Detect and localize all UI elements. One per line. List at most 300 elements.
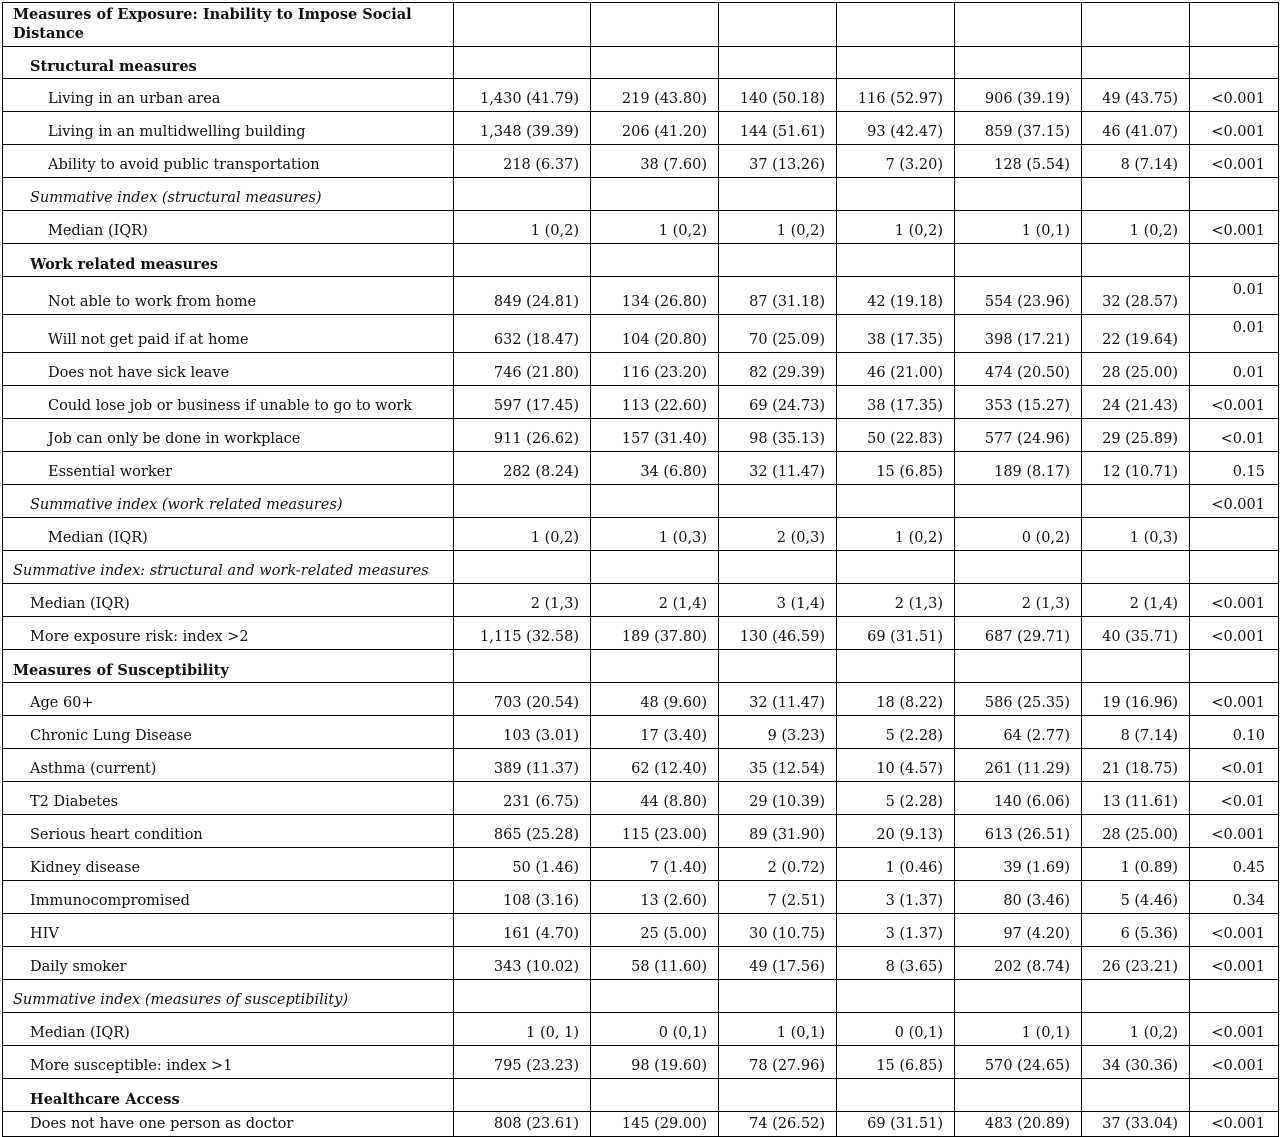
value-cell: 218 (6.37)	[454, 145, 591, 178]
value-cell: 40 (35.71)	[1082, 617, 1190, 650]
empty-cell	[719, 650, 837, 683]
empty-cell	[454, 244, 591, 277]
section-heading: Measures of Susceptibility	[3, 650, 454, 683]
value-cell: 34 (30.36)	[1082, 1046, 1190, 1079]
value-cell: 98 (19.60)	[591, 1046, 719, 1079]
exposure-table	[2, 2, 1279, 1137]
table-row	[3, 353, 1279, 386]
table-row	[3, 683, 1279, 716]
value-cell: 1,430 (41.79)	[454, 79, 591, 112]
section-row	[3, 1079, 1279, 1112]
value-cell: 1 (0,2)	[1082, 1013, 1190, 1046]
value-cell	[719, 980, 837, 1013]
value-cell: 82 (29.39)	[719, 353, 837, 386]
value-cell: 28 (25.00)	[1082, 815, 1190, 848]
empty-cell	[454, 650, 591, 683]
value-cell: 570 (24.65)	[955, 1046, 1082, 1079]
p-value-cell	[1190, 980, 1279, 1013]
value-cell: 2 (1,3)	[454, 584, 591, 617]
value-cell: 703 (20.54)	[454, 683, 591, 716]
row-label: Will not get paid if at home	[3, 315, 454, 353]
value-cell: 104 (20.80)	[591, 315, 719, 353]
value-cell: 8 (7.14)	[1082, 145, 1190, 178]
p-value-cell	[1190, 518, 1279, 551]
value-cell: 1 (0.89)	[1082, 848, 1190, 881]
value-cell: 50 (22.83)	[837, 419, 955, 452]
value-cell: 3 (1,4)	[719, 584, 837, 617]
value-cell	[454, 178, 591, 211]
value-cell: 30 (10.75)	[719, 914, 837, 947]
empty-cell	[837, 1079, 955, 1112]
value-cell: 34 (6.80)	[591, 452, 719, 485]
p-value-cell: <0.001	[1190, 485, 1279, 518]
value-cell: 613 (26.51)	[955, 815, 1082, 848]
empty-cell	[1190, 244, 1279, 277]
value-cell: 1,348 (39.39)	[454, 112, 591, 145]
p-value-cell	[1190, 551, 1279, 584]
row-label: Job can only be done in workplace	[3, 419, 454, 452]
table-row	[3, 947, 1279, 980]
value-cell: 632 (18.47)	[454, 315, 591, 353]
p-value-cell: <0.001	[1190, 815, 1279, 848]
value-cell: 474 (20.50)	[955, 353, 1082, 386]
p-value-cell: <0.001	[1190, 1112, 1279, 1137]
row-label: Summative index: structural and work-related measures	[3, 551, 454, 584]
p-value-cell: <0.001	[1190, 112, 1279, 145]
p-value-cell: <0.001	[1190, 914, 1279, 947]
value-cell: 353 (15.27)	[955, 386, 1082, 419]
value-cell: 202 (8.74)	[955, 947, 1082, 980]
value-cell: 865 (25.28)	[454, 815, 591, 848]
empty-cell	[955, 1079, 1082, 1112]
value-cell: 157 (31.40)	[591, 419, 719, 452]
p-value-cell: <0.001	[1190, 617, 1279, 650]
value-cell	[591, 178, 719, 211]
value-cell: 1 (0,2)	[454, 211, 591, 244]
table-row	[3, 1013, 1279, 1046]
value-cell: 48 (9.60)	[591, 683, 719, 716]
value-cell: 10 (4.57)	[837, 749, 955, 782]
empty-cell	[837, 244, 955, 277]
value-cell: 38 (7.60)	[591, 145, 719, 178]
value-cell: 32 (11.47)	[719, 683, 837, 716]
value-cell: 231 (6.75)	[454, 782, 591, 815]
empty-cell	[591, 650, 719, 683]
table-row	[3, 716, 1279, 749]
value-cell: 2 (1,4)	[591, 584, 719, 617]
value-cell: 69 (24.73)	[719, 386, 837, 419]
value-cell: 89 (31.90)	[719, 815, 837, 848]
p-value-cell: <0.001	[1190, 1046, 1279, 1079]
p-value-cell: 0.01	[1190, 277, 1279, 315]
value-cell: 1 (0,2)	[719, 211, 837, 244]
value-cell: 38 (17.35)	[837, 315, 955, 353]
value-cell	[454, 485, 591, 518]
table-row	[3, 315, 1279, 353]
value-cell: 113 (22.60)	[591, 386, 719, 419]
value-cell: 49 (43.75)	[1082, 79, 1190, 112]
value-cell: 906 (39.19)	[955, 79, 1082, 112]
value-cell: 97 (4.20)	[955, 914, 1082, 947]
empty-cell	[1190, 1079, 1279, 1112]
row-label: Median (IQR)	[3, 211, 454, 244]
p-value-cell: <0.001	[1190, 1013, 1279, 1046]
value-cell: 13 (2.60)	[591, 881, 719, 914]
table-row	[3, 815, 1279, 848]
empty-cell	[1082, 47, 1190, 79]
table-row	[3, 277, 1279, 315]
p-value-cell: 0.10	[1190, 716, 1279, 749]
row-label: Living in an multidwelling building	[3, 112, 454, 145]
value-cell: 46 (21.00)	[837, 353, 955, 386]
value-cell: 808 (23.61)	[454, 1112, 591, 1137]
value-cell: 15 (6.85)	[837, 452, 955, 485]
p-value-cell: 0.01	[1190, 315, 1279, 353]
empty-cell	[454, 1079, 591, 1112]
row-label: Does not have sick leave	[3, 353, 454, 386]
value-cell: 80 (3.46)	[955, 881, 1082, 914]
p-value-cell: <0.001	[1190, 584, 1279, 617]
value-cell: 1 (0,1)	[955, 211, 1082, 244]
table-row	[3, 386, 1279, 419]
value-cell: 78 (27.96)	[719, 1046, 837, 1079]
empty-cell	[1190, 650, 1279, 683]
section-heading: Work related measures	[3, 244, 454, 277]
value-cell	[955, 980, 1082, 1013]
value-cell: 140 (50.18)	[719, 79, 837, 112]
table-row	[3, 617, 1279, 650]
table-row	[3, 749, 1279, 782]
value-cell: 38 (17.35)	[837, 386, 955, 419]
row-label: Median (IQR)	[3, 584, 454, 617]
value-cell: 3 (1.37)	[837, 914, 955, 947]
p-value-cell: <0.001	[1190, 79, 1279, 112]
section-row	[3, 650, 1279, 683]
value-cell: 9 (3.23)	[719, 716, 837, 749]
value-cell: 25 (5.00)	[591, 914, 719, 947]
p-value-cell	[1190, 178, 1279, 211]
table-row	[3, 485, 1279, 518]
value-cell: 261 (11.29)	[955, 749, 1082, 782]
value-cell: 483 (20.89)	[955, 1112, 1082, 1137]
value-cell: 6 (5.36)	[1082, 914, 1190, 947]
value-cell: 116 (52.97)	[837, 79, 955, 112]
value-cell: 37 (33.04)	[1082, 1112, 1190, 1137]
value-cell: 586 (25.35)	[955, 683, 1082, 716]
value-cell: 5 (2.28)	[837, 716, 955, 749]
value-cell	[591, 485, 719, 518]
value-cell: 46 (41.07)	[1082, 112, 1190, 145]
value-cell: 50 (1.46)	[454, 848, 591, 881]
row-label: Median (IQR)	[3, 1013, 454, 1046]
value-cell: 161 (4.70)	[454, 914, 591, 947]
value-cell: 35 (12.54)	[719, 749, 837, 782]
value-cell: 746 (21.80)	[454, 353, 591, 386]
value-cell: 22 (19.64)	[1082, 315, 1190, 353]
row-label: Living in an urban area	[3, 79, 454, 112]
value-cell: 98 (35.13)	[719, 419, 837, 452]
empty-cell	[955, 650, 1082, 683]
value-cell	[454, 551, 591, 584]
table-row	[3, 848, 1279, 881]
value-cell: 1 (0,2)	[837, 518, 955, 551]
value-cell: 87 (31.18)	[719, 277, 837, 315]
p-value-cell: 0.15	[1190, 452, 1279, 485]
value-cell: 1 (0.46)	[837, 848, 955, 881]
value-cell: 8 (7.14)	[1082, 716, 1190, 749]
value-cell: 58 (11.60)	[591, 947, 719, 980]
value-cell: 1 (0, 1)	[454, 1013, 591, 1046]
value-cell: 21 (18.75)	[1082, 749, 1190, 782]
section-heading: Healthcare Access	[3, 1079, 454, 1112]
value-cell: 13 (11.61)	[1082, 782, 1190, 815]
value-cell	[837, 551, 955, 584]
empty-cell	[591, 47, 719, 79]
value-cell	[837, 980, 955, 1013]
value-cell	[955, 178, 1082, 211]
value-cell: 1 (0,2)	[591, 211, 719, 244]
table-row	[3, 782, 1279, 815]
value-cell: 2 (1,4)	[1082, 584, 1190, 617]
row-label: Asthma (current)	[3, 749, 454, 782]
value-cell: 1,115 (32.58)	[454, 617, 591, 650]
empty-cell	[454, 47, 591, 79]
row-label: Kidney disease	[3, 848, 454, 881]
value-cell: 2 (0.72)	[719, 848, 837, 881]
row-label: Immunocompromised	[3, 881, 454, 914]
value-cell: 134 (26.80)	[591, 277, 719, 315]
value-cell: 189 (37.80)	[591, 617, 719, 650]
value-cell: 554 (23.96)	[955, 277, 1082, 315]
p-value-cell: <0.01	[1190, 782, 1279, 815]
p-value-cell: <0.001	[1190, 211, 1279, 244]
p-value-cell: <0.001	[1190, 947, 1279, 980]
value-cell: 29 (25.89)	[1082, 419, 1190, 452]
empty-cell	[837, 47, 955, 79]
value-cell: 17 (3.40)	[591, 716, 719, 749]
value-cell: 2 (1,3)	[837, 584, 955, 617]
row-label: More susceptible: index >1	[3, 1046, 454, 1079]
value-cell: 8 (3.65)	[837, 947, 955, 980]
empty-cell	[1082, 1079, 1190, 1112]
value-cell: 116 (23.20)	[591, 353, 719, 386]
value-cell: 859 (37.15)	[955, 112, 1082, 145]
value-cell: 20 (9.13)	[837, 815, 955, 848]
empty-cell	[719, 1079, 837, 1112]
value-cell: 7 (1.40)	[591, 848, 719, 881]
value-cell: 140 (6.06)	[955, 782, 1082, 815]
value-cell: 128 (5.54)	[955, 145, 1082, 178]
value-cell: 49 (17.56)	[719, 947, 837, 980]
empty-cell	[955, 47, 1082, 79]
value-cell: 145 (29.00)	[591, 1112, 719, 1137]
value-cell: 26 (23.21)	[1082, 947, 1190, 980]
value-cell	[719, 485, 837, 518]
table-row	[3, 980, 1279, 1013]
row-label: Daily smoker	[3, 947, 454, 980]
p-value-cell: <0.001	[1190, 683, 1279, 716]
value-cell: 5 (4.46)	[1082, 881, 1190, 914]
table-row	[3, 145, 1279, 178]
value-cell	[454, 980, 591, 1013]
p-value-cell: <0.01	[1190, 749, 1279, 782]
value-cell: 5 (2.28)	[837, 782, 955, 815]
p-value-cell: <0.001	[1190, 386, 1279, 419]
value-cell: 7 (3.20)	[837, 145, 955, 178]
value-cell	[591, 980, 719, 1013]
value-cell	[837, 178, 955, 211]
p-value-cell: <0.001	[1190, 145, 1279, 178]
value-cell: 12 (10.71)	[1082, 452, 1190, 485]
empty-cell	[837, 650, 955, 683]
value-cell: 1 (0,2)	[1082, 211, 1190, 244]
table-row	[3, 551, 1279, 584]
table-row	[3, 914, 1279, 947]
value-cell	[591, 551, 719, 584]
row-label: More exposure risk: index >2	[3, 617, 454, 650]
value-cell: 7 (2.51)	[719, 881, 837, 914]
value-cell: 795 (23.23)	[454, 1046, 591, 1079]
row-label: Serious heart condition	[3, 815, 454, 848]
row-label: Not able to work from home	[3, 277, 454, 315]
value-cell: 577 (24.96)	[955, 419, 1082, 452]
value-cell: 398 (17.21)	[955, 315, 1082, 353]
table-title-row	[3, 3, 1279, 47]
value-cell: 1 (0,1)	[719, 1013, 837, 1046]
empty-cell	[1082, 650, 1190, 683]
value-cell: 37 (13.26)	[719, 145, 837, 178]
empty-cell	[1082, 244, 1190, 277]
table-row	[3, 419, 1279, 452]
value-cell: 64 (2.77)	[955, 716, 1082, 749]
value-cell: 39 (1.69)	[955, 848, 1082, 881]
value-cell: 144 (51.61)	[719, 112, 837, 145]
table-row	[3, 211, 1279, 244]
value-cell: 1 (0,3)	[1082, 518, 1190, 551]
value-cell: 32 (11.47)	[719, 452, 837, 485]
value-cell: 74 (26.52)	[719, 1112, 837, 1137]
value-cell: 2 (0,3)	[719, 518, 837, 551]
p-value-cell: 0.45	[1190, 848, 1279, 881]
row-label: Essential worker	[3, 452, 454, 485]
value-cell: 1 (0,1)	[955, 1013, 1082, 1046]
row-label: HIV	[3, 914, 454, 947]
value-cell	[719, 551, 837, 584]
value-cell: 389 (11.37)	[454, 749, 591, 782]
value-cell: 2 (1,3)	[955, 584, 1082, 617]
value-cell: 0 (0,1)	[591, 1013, 719, 1046]
value-cell: 93 (42.47)	[837, 112, 955, 145]
row-label: Summative index (work related measures)	[3, 485, 454, 518]
value-cell: 282 (8.24)	[454, 452, 591, 485]
table-row	[3, 1112, 1279, 1137]
p-value-cell: <0.01	[1190, 419, 1279, 452]
empty-cell	[719, 244, 837, 277]
value-cell: 19 (16.96)	[1082, 683, 1190, 716]
value-cell: 597 (17.45)	[454, 386, 591, 419]
value-cell: 343 (10.02)	[454, 947, 591, 980]
empty-cell	[591, 244, 719, 277]
p-value-cell: 0.34	[1190, 881, 1279, 914]
row-label: Could lose job or business if unable to go to work	[3, 386, 454, 419]
value-cell: 687 (29.71)	[955, 617, 1082, 650]
value-cell: 1 (0,2)	[837, 211, 955, 244]
table-row	[3, 178, 1279, 211]
value-cell: 32 (28.57)	[1082, 277, 1190, 315]
value-cell: 44 (8.80)	[591, 782, 719, 815]
value-cell: 69 (31.51)	[837, 1112, 955, 1137]
value-cell	[955, 551, 1082, 584]
value-cell: 24 (21.43)	[1082, 386, 1190, 419]
table-row	[3, 452, 1279, 485]
row-label: Ability to avoid public transportation	[3, 145, 454, 178]
table-row	[3, 584, 1279, 617]
empty-cell	[955, 244, 1082, 277]
p-value-cell: 0.01	[1190, 353, 1279, 386]
table-row	[3, 79, 1279, 112]
value-cell	[955, 485, 1082, 518]
row-label: Summative index (structural measures)	[3, 178, 454, 211]
value-cell: 18 (8.22)	[837, 683, 955, 716]
value-cell: 15 (6.85)	[837, 1046, 955, 1079]
value-cell: 3 (1.37)	[837, 881, 955, 914]
value-cell: 189 (8.17)	[955, 452, 1082, 485]
value-cell	[837, 485, 955, 518]
value-cell: 1 (0,3)	[591, 518, 719, 551]
value-cell: 62 (12.40)	[591, 749, 719, 782]
table-row	[3, 1046, 1279, 1079]
table-row	[3, 518, 1279, 551]
value-cell: 108 (3.16)	[454, 881, 591, 914]
value-cell: 70 (25.09)	[719, 315, 837, 353]
value-cell: 849 (24.81)	[454, 277, 591, 315]
value-cell: 130 (46.59)	[719, 617, 837, 650]
value-cell: 42 (19.18)	[837, 277, 955, 315]
section-row	[3, 244, 1279, 277]
row-label: Median (IQR)	[3, 518, 454, 551]
empty-cell	[1190, 47, 1279, 79]
section-row	[3, 47, 1279, 79]
value-cell: 911 (26.62)	[454, 419, 591, 452]
empty-cell	[591, 1079, 719, 1112]
row-label: Summative index (measures of susceptibility)	[3, 980, 454, 1013]
value-cell: 69 (31.51)	[837, 617, 955, 650]
value-cell	[719, 178, 837, 211]
row-label: Chronic Lung Disease	[3, 716, 454, 749]
table-title: Measures of Exposure: Inability to Impose Social Distance	[3, 3, 454, 47]
table-row	[3, 112, 1279, 145]
value-cell: 219 (43.80)	[591, 79, 719, 112]
row-label: Age 60+	[3, 683, 454, 716]
empty-cell	[719, 47, 837, 79]
value-cell: 0 (0,1)	[837, 1013, 955, 1046]
value-cell	[1082, 551, 1190, 584]
value-cell: 29 (10.39)	[719, 782, 837, 815]
table-row	[3, 881, 1279, 914]
row-label: Does not have one person as doctor	[3, 1112, 454, 1137]
value-cell	[1082, 178, 1190, 211]
row-label: T2 Diabetes	[3, 782, 454, 815]
value-cell	[1082, 485, 1190, 518]
value-cell: 115 (23.00)	[591, 815, 719, 848]
value-cell: 0 (0,2)	[955, 518, 1082, 551]
value-cell: 1 (0,2)	[454, 518, 591, 551]
value-cell: 206 (41.20)	[591, 112, 719, 145]
section-heading: Structural measures	[3, 47, 454, 79]
value-cell: 103 (3.01)	[454, 716, 591, 749]
value-cell: 28 (25.00)	[1082, 353, 1190, 386]
value-cell	[1082, 980, 1190, 1013]
